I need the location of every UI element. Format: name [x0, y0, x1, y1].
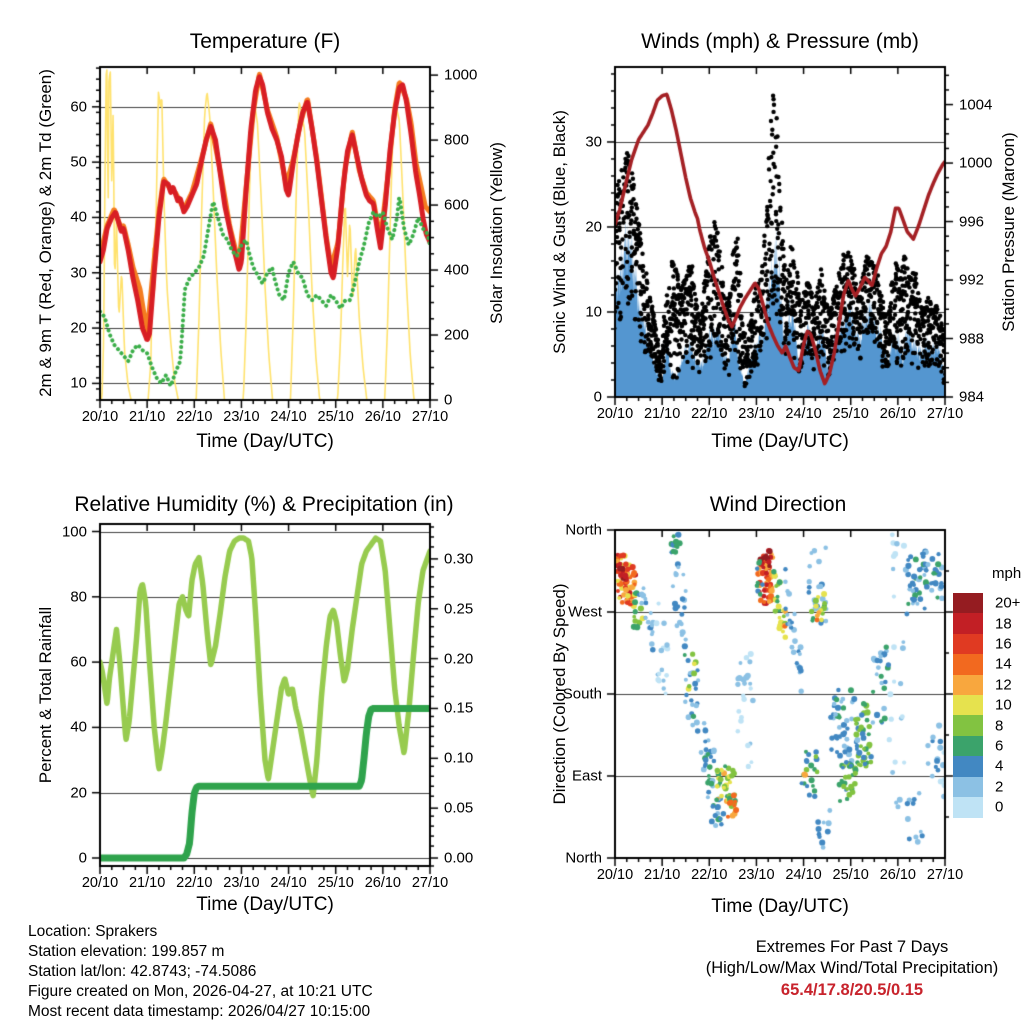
- tick-label: 984: [959, 388, 985, 406]
- tick-label: 0.20: [444, 650, 474, 668]
- colorbar-segment: [953, 756, 983, 777]
- tick-label: 22/10: [691, 406, 728, 422]
- tick-label: 23/10: [223, 409, 260, 425]
- colorbar-label: 20+: [995, 594, 1021, 612]
- winds-chart-title: Winds (mph) & Pressure (mb): [641, 30, 919, 53]
- tick-label: North: [565, 849, 602, 867]
- tick-label: 0.10: [444, 749, 474, 767]
- tick-label: 40: [70, 718, 87, 736]
- tick-label: 26/10: [364, 875, 401, 891]
- station-elevation: Station elevation: 199.857 m: [28, 943, 225, 960]
- colorbar-label: 6: [995, 737, 1004, 755]
- temp-x-axis-label: Time (Day/UTC): [196, 431, 334, 452]
- colorbar-label: 14: [995, 655, 1012, 673]
- tick-label: 25/10: [832, 406, 869, 422]
- tick-label: 0: [444, 391, 453, 409]
- tick-label: 10: [70, 374, 87, 392]
- tick-label: 21/10: [643, 867, 681, 883]
- tick-label: 27/10: [926, 406, 964, 422]
- colorbar-segment: [953, 736, 983, 757]
- humidity-y-axis-label-left: Percent & Total Rainfall: [36, 606, 55, 784]
- colorbar-label: 8: [995, 717, 1004, 735]
- tick-label: West: [568, 603, 602, 621]
- tick-label: 20/10: [81, 409, 119, 425]
- tick-label: 22/10: [176, 875, 213, 891]
- tick-label: 24/10: [270, 409, 307, 425]
- colorbar-label: 12: [995, 676, 1012, 694]
- tick-label: 400: [444, 261, 470, 279]
- tick-label: South: [562, 685, 602, 703]
- colorbar-segment: [953, 634, 983, 655]
- temp-y-axis-label-right: Solar Insolation (Yellow): [487, 142, 506, 324]
- direction-y-axis-label-left: Direction (Colored By Speed): [550, 583, 569, 805]
- colorbar-segment: [953, 613, 983, 634]
- pressure-y-axis-label-right: Station Pressure (Maroon): [999, 132, 1018, 332]
- tick-label: 800: [444, 131, 470, 149]
- tick-label: 20/10: [596, 406, 634, 422]
- tick-label: 0.30: [444, 550, 474, 568]
- colorbar-label: 2: [995, 778, 1004, 796]
- tick-label: 40: [70, 208, 87, 226]
- colorbar-segment: [953, 715, 983, 736]
- colorbar-label: 18: [995, 615, 1012, 633]
- tick-label: 25/10: [317, 875, 354, 891]
- colorbar-segment: [953, 675, 983, 696]
- tick-label: 25/10: [317, 409, 354, 425]
- tick-label: 0.25: [444, 600, 474, 618]
- extremes-values: 65.4/17.8/20.5/0.15: [780, 981, 924, 999]
- extremes-title: Extremes For Past 7 Days: [755, 938, 949, 956]
- tick-label: 20/10: [81, 875, 119, 891]
- tick-label: 60: [70, 98, 87, 116]
- extremes-subtitle: (High/Low/Max Wind/Total Precipitation): [705, 959, 999, 977]
- colorbar-label: 4: [995, 757, 1004, 775]
- tick-label: 23/10: [738, 406, 775, 422]
- tick-label: East: [571, 767, 602, 785]
- tick-label: 30: [70, 264, 87, 282]
- tick-label: 22/10: [691, 867, 728, 883]
- tick-label: 21/10: [128, 409, 166, 425]
- tick-label: 1000: [444, 66, 478, 84]
- temperature-chart-title: Temperature (F): [189, 30, 341, 53]
- station-latlon: Station lat/lon: 42.8743; -74.5086: [28, 963, 257, 980]
- tick-label: 988: [959, 330, 985, 347]
- tick-label: North: [565, 521, 602, 539]
- tick-label: 992: [959, 271, 985, 289]
- tick-label: 600: [444, 196, 470, 214]
- tick-label: 30: [585, 133, 602, 151]
- tick-label: 27/10: [411, 409, 449, 425]
- wind-x-axis-label: Time (Day/UTC): [711, 431, 849, 452]
- tick-label: 20/10: [596, 867, 634, 883]
- tick-label: 26/10: [879, 867, 916, 883]
- colorbar-label: 0: [995, 798, 1004, 816]
- tick-label: 24/10: [785, 406, 822, 422]
- tick-label: 0: [78, 849, 87, 867]
- tick-label: 50: [70, 153, 87, 171]
- figure-created-timestamp: Figure created on Mon, 2026-04-27, at 10:21 UTC: [28, 983, 373, 1000]
- tick-label: 0.05: [444, 799, 474, 817]
- tick-label: 60: [70, 653, 87, 671]
- tick-label: 24/10: [270, 875, 307, 891]
- humidity-x-axis-label: Time (Day/UTC): [196, 894, 334, 915]
- colorbar-segment: [953, 654, 983, 675]
- tick-label: 80: [70, 588, 87, 606]
- colorbar-title: mph: [992, 565, 1022, 582]
- tick-label: 23/10: [738, 867, 775, 883]
- tick-label: 20: [70, 319, 87, 337]
- colorbar-segment: [953, 777, 983, 798]
- tick-label: 22/10: [176, 409, 213, 425]
- tick-label: 0: [593, 388, 602, 406]
- tick-label: 20: [70, 784, 87, 802]
- colorbar-label: 16: [995, 635, 1012, 653]
- most-recent-data-timestamp: Most recent data timestamp: 2026/04/27 10:15:00: [28, 1003, 371, 1020]
- temp-y-axis-label-left: 2m & 9m T (Red, Orange) & 2m Td (Green): [36, 69, 55, 397]
- tick-label: 20: [585, 218, 602, 236]
- tick-label: 21/10: [643, 406, 681, 422]
- tick-label: 1004: [959, 96, 993, 114]
- tick-label: 1000: [959, 154, 993, 172]
- tick-label: 200: [444, 326, 470, 344]
- tick-label: 996: [959, 213, 985, 231]
- colorbar-segment: [953, 695, 983, 716]
- colorbar-segment: [953, 593, 983, 614]
- tick-label: 0.00: [444, 849, 474, 867]
- wind-y-axis-label-left: Sonic Wind & Gust (Blue, Black): [550, 110, 569, 354]
- tick-label: 27/10: [926, 867, 964, 883]
- humidity-chart-title: Relative Humidity (%) & Precipitation (in): [74, 493, 454, 516]
- tick-label: 27/10: [411, 875, 449, 891]
- station-location: Location: Sprakers: [28, 923, 158, 940]
- wind-direction-chart-title: Wind Direction: [709, 493, 847, 516]
- direction-x-axis-label: Time (Day/UTC): [711, 896, 849, 917]
- tick-label: 23/10: [223, 875, 260, 891]
- tick-label: 100: [61, 523, 87, 540]
- tick-label: 21/10: [128, 875, 166, 891]
- tick-label: 25/10: [832, 867, 869, 883]
- tick-label: 0.15: [444, 699, 474, 717]
- tick-label: 26/10: [364, 409, 401, 425]
- colorbar-segment: [953, 797, 983, 818]
- tick-label: 26/10: [879, 406, 916, 422]
- tick-label: 24/10: [785, 867, 822, 883]
- tick-label: 10: [585, 303, 602, 321]
- colorbar-label: 10: [995, 696, 1012, 714]
